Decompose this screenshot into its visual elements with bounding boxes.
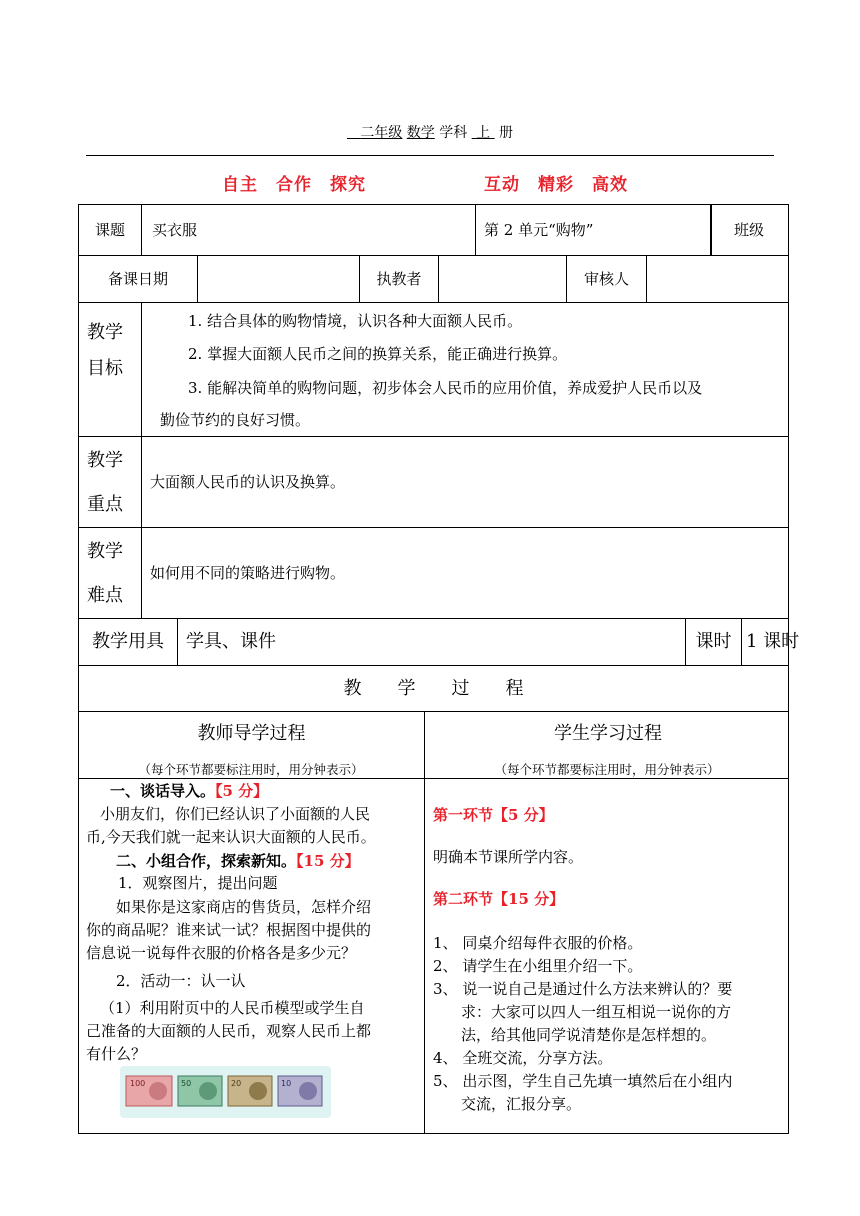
goal-item-3: 3. 能解决简单的购物问题，初步体会人民币的应用价值，养成爱护人民币以及 [188, 379, 703, 397]
date-row [78, 255, 789, 303]
tools-value: 学具、课件 [186, 631, 276, 652]
step2-title: 2．活动一：认一认 [116, 972, 246, 990]
teacher-col-note: （每个环节都要标注用时，用分钟表示） [138, 762, 364, 777]
goals-label-1: 教学 [87, 322, 123, 343]
topic-row [78, 204, 789, 256]
difficulty-row [78, 527, 789, 619]
focus-label-2: 重点 [87, 494, 123, 515]
banknote-20 [228, 1076, 272, 1106]
step2-text-2: 己准备的大面额的人民币，观察人民币上都 [86, 1022, 372, 1040]
goal-item-1: 1. 结合具体的购物情境，认识各种大面额人民币。 [188, 312, 523, 330]
reviewer-label: 审核人 [583, 270, 629, 288]
student-col-title: 学生学习过程 [554, 723, 662, 744]
subject: 数学 [406, 125, 435, 141]
date-value [197, 256, 359, 302]
period-value: 1 课时 [746, 631, 800, 652]
banknote-100 [126, 1076, 172, 1106]
s2-heading: 二、小组合作，探索新知。【15 分】 [116, 852, 360, 870]
student-item-5: 5、 出示图，学生自己先填一填然后在小组内 [433, 1072, 733, 1090]
process-title: 教 学 过 程 [343, 677, 524, 699]
difficulty-text: 如何用不同的策略进行购物。 [150, 564, 346, 582]
svg-text:10: 10 [281, 1079, 292, 1088]
step1-text-3: 信息说一说每件衣服的价格各是多少元？ [86, 944, 357, 962]
grade: 二年级 [360, 125, 403, 141]
date-label: 备课日期 [107, 270, 168, 288]
doc-header [0, 122, 860, 142]
student-item-1: 1、 同桌介绍每件衣服的价格。 [433, 934, 643, 952]
step2-text-1: （1）利用附页中的人民币模型或学生自 [100, 999, 365, 1017]
student-col-note: （每个环节都要标注用时，用分钟表示） [494, 762, 720, 777]
banknote-10 [278, 1076, 322, 1106]
step1-text-2: 你的商品呢？谁来试一试？根据图中提供的 [86, 921, 372, 939]
header-rule [86, 155, 774, 156]
subject-suffix: 学科 [439, 125, 468, 141]
student-item-3-line-2: 求：大家可以四人一组互相说一说你的方 [461, 1003, 732, 1021]
tools-row [78, 618, 800, 666]
student-item-4: 4、 全班交流，分享方法。 [433, 1049, 613, 1067]
s1-text-1: 小朋友们，你们已经认识了小面额的人民 [100, 805, 371, 823]
s1-text-2: 币,今天我们就一起来认识大面额的人民币。 [86, 828, 376, 846]
teacher-col-title: 教师导学过程 [197, 723, 306, 744]
step1-title: 1．观察图片，提出问题 [118, 874, 278, 892]
step1-text-1: 如果你是这家商店的售货员，怎样介绍 [116, 898, 372, 916]
svg-text:100: 100 [130, 1079, 146, 1088]
term: 上 [476, 125, 491, 141]
term-suffix: 册 [499, 125, 514, 141]
goals-label-2: 目标 [87, 358, 123, 379]
focus-row [78, 436, 789, 528]
banknotes-image [120, 1066, 331, 1118]
tools-label: 教学用具 [92, 631, 164, 652]
banknotes-graphic [120, 1066, 331, 1118]
class-divider [710, 204, 711, 256]
motto-right: 互动 精彩 高效 [484, 175, 628, 195]
student-item-3: 3、 说一说自己是通过什么方法来辨认的？要 [433, 980, 733, 998]
difficulty-label-2: 难点 [87, 585, 123, 606]
topic-label: 课题 [94, 221, 125, 239]
class-label: 班级 [734, 221, 765, 239]
class-value [789, 205, 790, 255]
focus-text: 大面额人民币的认识及换算。 [150, 473, 346, 491]
process-header-row [78, 711, 789, 779]
s1-heading: 一、谈话导入。【5 分】 [110, 782, 269, 800]
p1-text: 明确本节课所学内容。 [433, 848, 584, 866]
teacher-value [438, 256, 566, 302]
student-item-3-line-3: 法，给其他同学说清楚你是怎样想的。 [461, 1026, 717, 1044]
motto-left: 自主 合作 探究 [222, 175, 366, 195]
difficulty-label-1: 教学 [87, 541, 123, 562]
topic-value: 买衣服 [152, 221, 198, 239]
student-item-2: 2、 请学生在小组里介绍一下。 [433, 957, 643, 975]
goal-item-3-cont: 勤俭节约的良好习惯。 [160, 411, 311, 429]
period-label: 课时 [695, 631, 732, 652]
svg-text:50: 50 [181, 1079, 192, 1088]
svg-text:20: 20 [231, 1079, 242, 1088]
p1-title: 第一环节【5 分】 [433, 806, 554, 824]
p2-title: 第二环节【15 分】 [433, 890, 565, 908]
process-title-row [78, 665, 789, 712]
goals-row [78, 302, 789, 437]
reviewer-value [646, 256, 789, 302]
goal-item-2: 2. 掌握大面额人民币之间的换算关系，能正确进行换算。 [188, 345, 568, 363]
step2-text-3: 有什么？ [86, 1045, 147, 1063]
student-item-5-line-2: 交流，汇报分享。 [461, 1095, 582, 1113]
teacher-label: 执教者 [376, 270, 422, 288]
focus-label-1: 教学 [87, 450, 123, 471]
banknote-50 [178, 1076, 222, 1106]
unit-value: 第 2 单元“购物” [484, 221, 594, 239]
